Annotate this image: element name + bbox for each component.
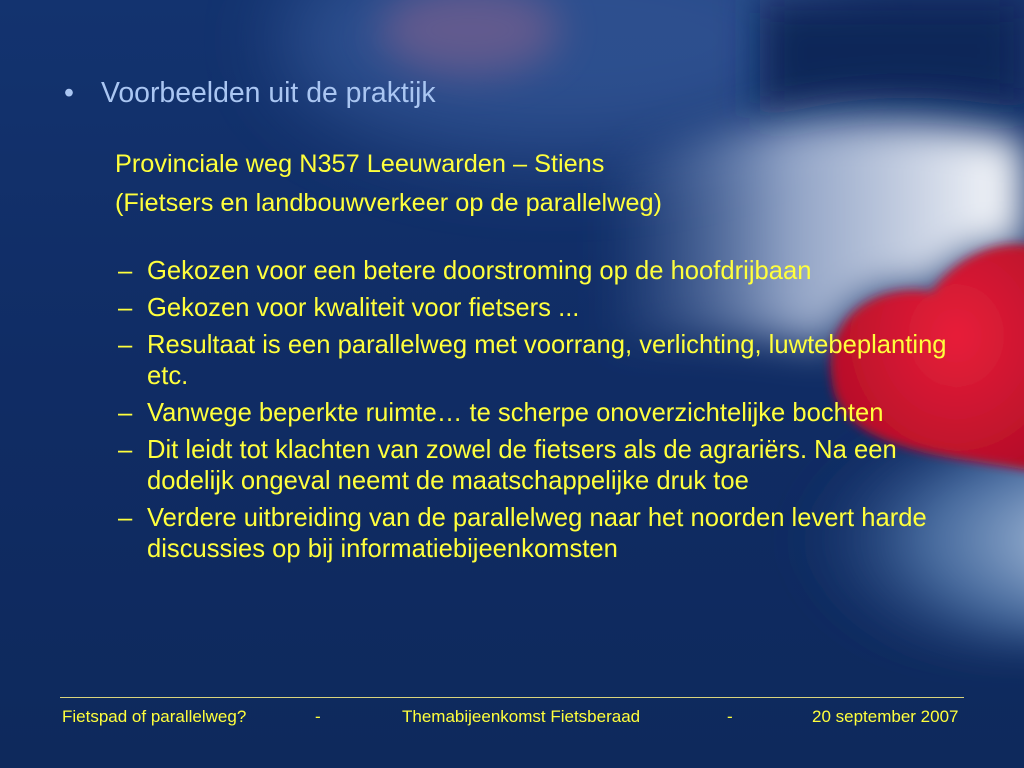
list-item-text: Gekozen voor kwaliteit voor fietsers ... [147,294,580,322]
list-item-text: Vanwege beperkte ruimte… te scherpe onoverzichtelijke bochten [147,399,884,427]
heading-text: Voorbeelden uit de praktijk [101,77,436,109]
list-item [118,256,965,287]
dash-marker: – [118,257,133,285]
dash-marker: – [118,331,133,359]
list-item-text: Resultaat is een parallelweg met voorrang, verlichting, luwtebeplanting etc. [147,331,947,390]
footer-date: 20 september 2007 [812,707,959,726]
dash-marker: – [118,399,133,427]
bullet-heading [62,76,482,110]
dash-marker: – [118,436,133,464]
list-item [118,330,965,392]
footer-separator: - [315,707,321,726]
list-item-text: Gekozen voor een betere doorstroming op de hoofdrijbaan [147,257,812,285]
subtitle-road: Provinciale weg N357 Leeuwarden – Stiens [115,150,605,178]
footer-event-name: Themabijeenkomst Fietsberaad [402,707,641,726]
list-item [118,503,965,565]
footer-separator: - [727,707,733,726]
list-item-text: Dit leidt tot klachten van zowel de fietsers als de agrariërs. Na een dodelijk ongeval neemt de maatschappelijke druk toe [147,436,897,495]
list-item [118,435,965,497]
list-item [118,398,965,429]
footer-presentation-title: Fietspad of parallelweg? [62,707,247,726]
dash-list [118,256,965,571]
footer-divider [60,697,964,698]
dash-marker: – [118,504,133,532]
list-item [118,293,965,324]
dash-marker: – [118,294,133,322]
list-item-text: Verdere uitbreiding van de parallelweg naar het noorden levert harde discussies op bij informatiebijeenkomsten [147,504,927,563]
subtitle-note: (Fietsers en landbouwverkeer op de parallelweg) [115,189,662,217]
bullet-marker: • [64,77,74,109]
